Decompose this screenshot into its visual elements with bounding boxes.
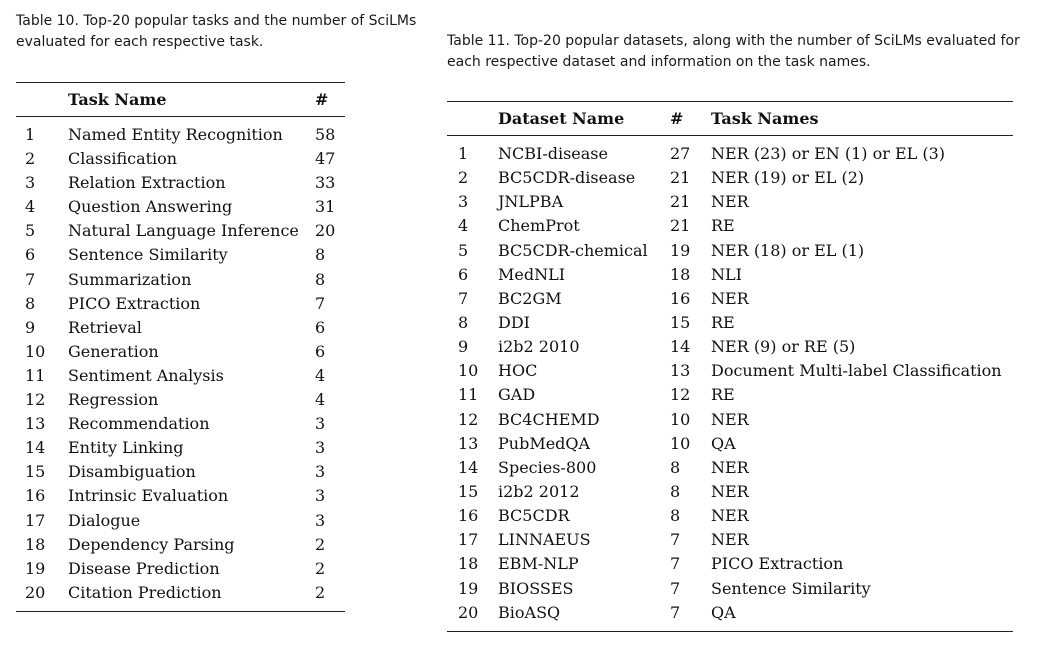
row-index: 5 — [458, 240, 469, 260]
row-index: 3 — [458, 192, 469, 212]
table-row — [447, 480, 1013, 504]
table-row — [447, 601, 1013, 625]
row-index: 7 — [458, 288, 469, 308]
dataset-name-cell: MedNLI — [498, 264, 566, 284]
table-row — [16, 388, 345, 412]
count-cell: 58 — [315, 125, 336, 144]
dataset-name-cell: GAD — [498, 385, 536, 405]
row-index: 14 — [458, 457, 479, 477]
count-cell: 12 — [670, 385, 691, 405]
dataset-name-cell: JNLPBA — [498, 192, 564, 212]
count-cell: 13 — [670, 361, 691, 381]
table11-caption: Table 11. Top-20 popular datasets, along with the number of SciLMs evaluated for each respective dataset and information on the task names. — [447, 33, 1020, 70]
task-names-cell: NER — [711, 192, 749, 212]
row-index: 7 — [25, 269, 36, 289]
table11-header-count: # — [670, 109, 684, 128]
table-row — [447, 432, 1013, 456]
table-row — [16, 436, 345, 460]
table-row — [16, 581, 345, 605]
count-cell: 31 — [315, 197, 336, 217]
count-cell: 27 — [670, 144, 691, 163]
task-names-cell: NER (18) or EL (1) — [711, 240, 865, 260]
task-name-cell: Generation — [68, 341, 159, 361]
row-index: 8 — [458, 312, 469, 332]
table-row — [447, 456, 1013, 480]
task-names-cell: NER (9) or RE (5) — [711, 337, 856, 357]
count-cell: 2 — [315, 558, 326, 578]
table10-bottom-rule — [16, 611, 345, 612]
table-row — [447, 408, 1013, 432]
row-index: 12 — [458, 409, 479, 429]
count-cell: 3 — [315, 438, 326, 458]
row-index: 13 — [25, 414, 46, 434]
table10 — [16, 82, 345, 612]
table-row — [16, 123, 345, 147]
row-index: 20 — [458, 602, 479, 622]
task-names-cell: NER — [711, 409, 749, 429]
task-names-cell: NER — [711, 457, 749, 477]
task-name-cell: Disease Prediction — [68, 558, 220, 578]
row-index: 16 — [458, 506, 479, 526]
count-cell: 8 — [315, 269, 326, 289]
table-row — [16, 557, 345, 581]
table-row — [16, 268, 345, 292]
table-row — [447, 287, 1013, 311]
row-index: 6 — [458, 264, 469, 284]
row-index: 9 — [458, 337, 469, 357]
task-names-cell: RE — [711, 216, 735, 236]
count-cell: 6 — [315, 317, 326, 337]
count-cell: 7 — [670, 554, 681, 574]
dataset-name-cell: LINNAEUS — [498, 530, 591, 550]
row-index: 1 — [458, 144, 469, 163]
count-cell: 10 — [670, 433, 691, 453]
table-row — [447, 263, 1013, 287]
row-index: 4 — [458, 216, 469, 236]
table-row — [16, 364, 345, 388]
count-cell: 21 — [670, 216, 691, 236]
row-index: 17 — [458, 530, 479, 550]
count-cell: 3 — [315, 414, 326, 434]
row-index: 19 — [458, 578, 479, 598]
row-index: 20 — [25, 582, 46, 602]
count-cell: 21 — [670, 168, 691, 188]
table-row — [447, 504, 1013, 528]
dataset-name-cell: EBM-NLP — [498, 554, 579, 574]
task-name-cell: Entity Linking — [68, 438, 184, 458]
table11-body — [447, 136, 1013, 631]
count-cell: 15 — [670, 312, 691, 332]
table-row — [447, 552, 1013, 576]
count-cell: 7 — [670, 530, 681, 550]
table-row — [447, 166, 1013, 190]
task-name-cell: Dependency Parsing — [68, 534, 235, 554]
table11-bottom-rule — [447, 631, 1013, 632]
count-cell: 20 — [315, 221, 336, 241]
row-index: 11 — [458, 385, 479, 405]
row-index: 18 — [25, 534, 46, 554]
task-name-cell: Retrieval — [68, 317, 142, 337]
task-names-cell: RE — [711, 385, 735, 405]
table10-header-row — [16, 83, 345, 116]
count-cell: 8 — [670, 506, 681, 526]
row-index: 15 — [458, 481, 479, 501]
task-names-cell: RE — [711, 312, 735, 332]
task-names-cell: NLI — [711, 264, 742, 284]
row-index: 6 — [25, 245, 36, 265]
count-cell: 14 — [670, 337, 691, 357]
dataset-name-cell: BioASQ — [498, 602, 561, 622]
count-cell: 18 — [670, 264, 691, 284]
count-cell: 16 — [670, 288, 691, 308]
count-cell: 47 — [315, 149, 336, 169]
row-index: 14 — [25, 438, 46, 458]
dataset-name-cell: PubMedQA — [498, 433, 591, 453]
table-row — [447, 528, 1013, 552]
table-row — [16, 316, 345, 340]
count-cell: 8 — [670, 481, 681, 501]
row-index: 9 — [25, 317, 36, 337]
task-name-cell: Recommendation — [68, 414, 210, 434]
task-names-cell: Document Multi-label Classification — [711, 361, 1002, 381]
dataset-name-cell: BC5CDR-chemical — [498, 240, 648, 260]
task-name-cell: Classification — [68, 149, 178, 169]
count-cell: 7 — [670, 602, 681, 622]
table-row — [447, 239, 1013, 263]
count-cell: 8 — [315, 245, 326, 265]
row-index: 19 — [25, 558, 46, 578]
row-index: 11 — [25, 365, 46, 385]
task-names-cell: Sentence Similarity — [711, 578, 871, 598]
table10-body — [16, 117, 345, 611]
row-index: 17 — [25, 510, 46, 530]
dataset-name-cell: BIOSSES — [498, 578, 574, 598]
count-cell: 2 — [315, 582, 326, 602]
task-name-cell: Natural Language Inference — [68, 221, 299, 241]
table11-header-row — [447, 102, 1013, 135]
table-row — [16, 243, 345, 267]
task-name-cell: Intrinsic Evaluation — [68, 486, 229, 506]
task-name-cell: Sentence Similarity — [68, 245, 228, 265]
dataset-name-cell: BC2GM — [498, 288, 562, 308]
count-cell: 3 — [315, 486, 326, 506]
table-row — [16, 171, 345, 195]
dataset-name-cell: ChemProt — [498, 216, 580, 236]
count-cell: 21 — [670, 192, 691, 212]
table11 — [447, 101, 1013, 632]
task-names-cell: NER — [711, 288, 749, 308]
table10-caption: Table 10. Top-20 popular tasks and the number of SciLMs evaluated for each respective task. — [16, 13, 417, 50]
row-index: 10 — [458, 361, 479, 381]
dataset-name-cell: i2b2 2010 — [498, 337, 580, 357]
count-cell: 4 — [315, 390, 326, 410]
row-index: 12 — [25, 390, 46, 410]
table-row — [16, 484, 345, 508]
task-name-cell: Disambiguation — [68, 462, 196, 482]
task-name-cell: Named Entity Recognition — [68, 125, 283, 144]
table-row — [16, 533, 345, 557]
task-name-cell: Regression — [68, 390, 159, 410]
task-names-cell: NER — [711, 481, 749, 501]
dataset-name-cell: BC4CHEMD — [498, 409, 600, 429]
count-cell: 10 — [670, 409, 691, 429]
table-row — [16, 195, 345, 219]
row-index: 5 — [25, 221, 36, 241]
task-name-cell: Sentiment Analysis — [68, 365, 224, 385]
task-names-cell: PICO Extraction — [711, 554, 844, 574]
dataset-name-cell: BC5CDR-disease — [498, 168, 636, 188]
table10-header-task-name: Task Name — [68, 90, 167, 109]
row-index: 10 — [25, 341, 46, 361]
row-index: 18 — [458, 554, 479, 574]
task-names-cell: NER — [711, 506, 749, 526]
table11-header-dataset-name: Dataset Name — [498, 109, 625, 128]
task-names-cell: QA — [711, 433, 736, 453]
table-row — [16, 147, 345, 171]
dataset-name-cell: i2b2 2012 — [498, 481, 580, 501]
table-row — [447, 335, 1013, 359]
table-row — [447, 359, 1013, 383]
row-index: 13 — [458, 433, 479, 453]
row-index: 16 — [25, 486, 46, 506]
dataset-name-cell: Species-800 — [498, 457, 597, 477]
count-cell: 3 — [315, 510, 326, 530]
table-row — [447, 142, 1013, 166]
task-name-cell: Citation Prediction — [68, 582, 222, 602]
table-row — [16, 412, 345, 436]
count-cell: 7 — [315, 293, 326, 313]
count-cell: 33 — [315, 173, 336, 193]
dataset-name-cell: HOC — [498, 361, 538, 381]
task-name-cell: Relation Extraction — [68, 173, 226, 193]
count-cell: 4 — [315, 365, 326, 385]
table-row — [16, 340, 345, 364]
task-name-cell: Dialogue — [68, 510, 141, 530]
task-names-cell: NER — [711, 530, 749, 550]
task-name-cell: Question Answering — [68, 197, 233, 217]
table11-header-task-names: Task Names — [711, 109, 819, 128]
row-index: 2 — [25, 149, 36, 169]
task-names-cell: NER (19) or EL (2) — [711, 168, 865, 188]
task-names-cell: NER (23) or EN (1) or EL (3) — [711, 144, 946, 163]
row-index: 4 — [25, 197, 36, 217]
table10-header-count: # — [315, 90, 329, 109]
row-index: 3 — [25, 173, 36, 193]
count-cell: 7 — [670, 578, 681, 598]
dataset-name-cell: BC5CDR — [498, 506, 570, 526]
dataset-name-cell: DDI — [498, 312, 530, 332]
table-row — [447, 214, 1013, 238]
count-cell: 3 — [315, 462, 326, 482]
count-cell: 19 — [670, 240, 691, 260]
table-row — [16, 460, 345, 484]
dataset-name-cell: NCBI-disease — [498, 144, 608, 163]
task-name-cell: PICO Extraction — [68, 293, 201, 313]
task-names-cell: QA — [711, 602, 736, 622]
row-index: 15 — [25, 462, 46, 482]
table-row — [447, 577, 1013, 601]
table-row — [447, 383, 1013, 407]
table-row — [16, 219, 345, 243]
table-row — [447, 311, 1013, 335]
row-index: 2 — [458, 168, 469, 188]
count-cell: 8 — [670, 457, 681, 477]
row-index: 1 — [25, 125, 36, 144]
row-index: 8 — [25, 293, 36, 313]
table-row — [16, 509, 345, 533]
count-cell: 6 — [315, 341, 326, 361]
table-row — [447, 190, 1013, 214]
task-name-cell: Summarization — [68, 269, 192, 289]
count-cell: 2 — [315, 534, 326, 554]
table-row — [16, 292, 345, 316]
